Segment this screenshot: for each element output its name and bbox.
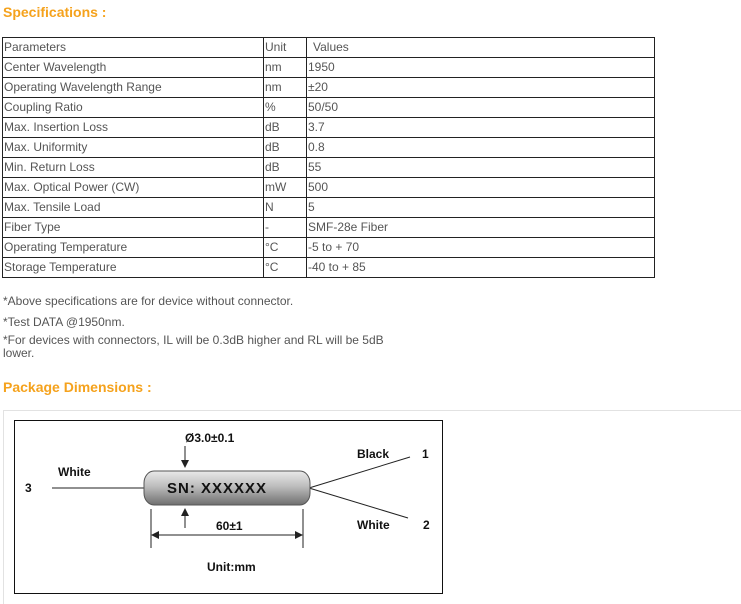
table-row — [3, 238, 655, 258]
parameter-cell: Min. Return Loss — [3, 158, 264, 178]
fiber-line-1 — [309, 457, 410, 488]
parameter-cell: Operating Wavelength Range — [3, 78, 264, 98]
parameter-cell: Fiber Type — [3, 218, 264, 238]
unit-cell: °C — [264, 258, 307, 278]
parameter-cell: Max. Insertion Loss — [3, 118, 264, 138]
unit-cell: dB — [264, 118, 307, 138]
table-row — [3, 98, 655, 118]
length-label: 60±1 — [216, 519, 243, 533]
diameter-arrowhead-top — [181, 460, 189, 468]
table-row — [3, 78, 655, 98]
value-cell: -40 to + 85 — [307, 258, 655, 278]
length-arrowhead-left — [151, 531, 159, 539]
value-cell: 50/50 — [307, 98, 655, 118]
parameter-cell: Max. Tensile Load — [3, 198, 264, 218]
unit-cell: - — [264, 218, 307, 238]
table-row — [3, 58, 655, 78]
specifications-heading: Specifications : — [3, 4, 107, 20]
unit-cell: dB — [264, 138, 307, 158]
note-test-data: *Test DATA @1950nm. — [3, 315, 125, 329]
value-cell: 0.8 — [307, 138, 655, 158]
fiber-line-2 — [309, 488, 408, 518]
value-cell: -5 to + 70 — [307, 238, 655, 258]
unit-cell: N — [264, 198, 307, 218]
package-dimensions-heading: Package Dimensions : — [3, 379, 152, 395]
value-cell: 55 — [307, 158, 655, 178]
specifications-table — [2, 37, 655, 278]
unit-cell: nm — [264, 58, 307, 78]
table-row — [3, 118, 655, 138]
parameter-cell: Coupling Ratio — [3, 98, 264, 118]
value-cell: ±20 — [307, 78, 655, 98]
unit-cell: nm — [264, 78, 307, 98]
port-number-1: 1 — [422, 447, 429, 461]
table-row — [3, 178, 655, 198]
unit-cell: °C — [264, 238, 307, 258]
table-row — [3, 218, 655, 238]
note-without-connector: *Above specifications are for device without connector. — [3, 294, 294, 308]
table-row — [3, 138, 655, 158]
value-cell: 3.7 — [307, 118, 655, 138]
serial-number-label: SN: XXXXXX — [167, 480, 268, 497]
parameter-cell: Center Wavelength — [3, 58, 264, 78]
header-parameters: Parameters — [3, 38, 264, 58]
value-cell: SMF-28e Fiber — [307, 218, 655, 238]
port-number-3: 3 — [25, 481, 32, 495]
diameter-arrowhead-bottom — [181, 508, 189, 516]
parameter-cell: Storage Temperature — [3, 258, 264, 278]
top-right-fiber-color-label: Black — [357, 447, 390, 461]
diameter-label: Ø3.0±0.1 — [185, 431, 235, 445]
parameter-cell: Max. Uniformity — [3, 138, 264, 158]
left-fiber-color-label: White — [58, 465, 91, 479]
unit-label: Unit:mm — [207, 560, 256, 574]
header-unit: Unit — [264, 38, 307, 58]
header-values: Values — [307, 38, 655, 58]
package-drawing — [15, 421, 442, 593]
value-cell: 5 — [307, 198, 655, 218]
parameter-cell: Operating Temperature — [3, 238, 264, 258]
unit-cell: % — [264, 98, 307, 118]
port-number-2: 2 — [423, 518, 430, 532]
table-row — [3, 158, 655, 178]
unit-cell: dB — [264, 158, 307, 178]
note-with-connectors: *For devices with connectors, IL will be 0.3dB higher and RL will be 5dB lower. — [3, 333, 384, 360]
length-arrowhead-right — [295, 531, 303, 539]
value-cell: 500 — [307, 178, 655, 198]
table-row — [3, 198, 655, 218]
bottom-right-fiber-color-label: White — [357, 518, 390, 532]
package-diagram — [14, 420, 443, 594]
unit-cell: mW — [264, 178, 307, 198]
parameter-cell: Max. Optical Power (CW) — [3, 178, 264, 198]
table-header-row — [3, 38, 655, 58]
value-cell: 1950 — [307, 58, 655, 78]
table-row — [3, 258, 655, 278]
